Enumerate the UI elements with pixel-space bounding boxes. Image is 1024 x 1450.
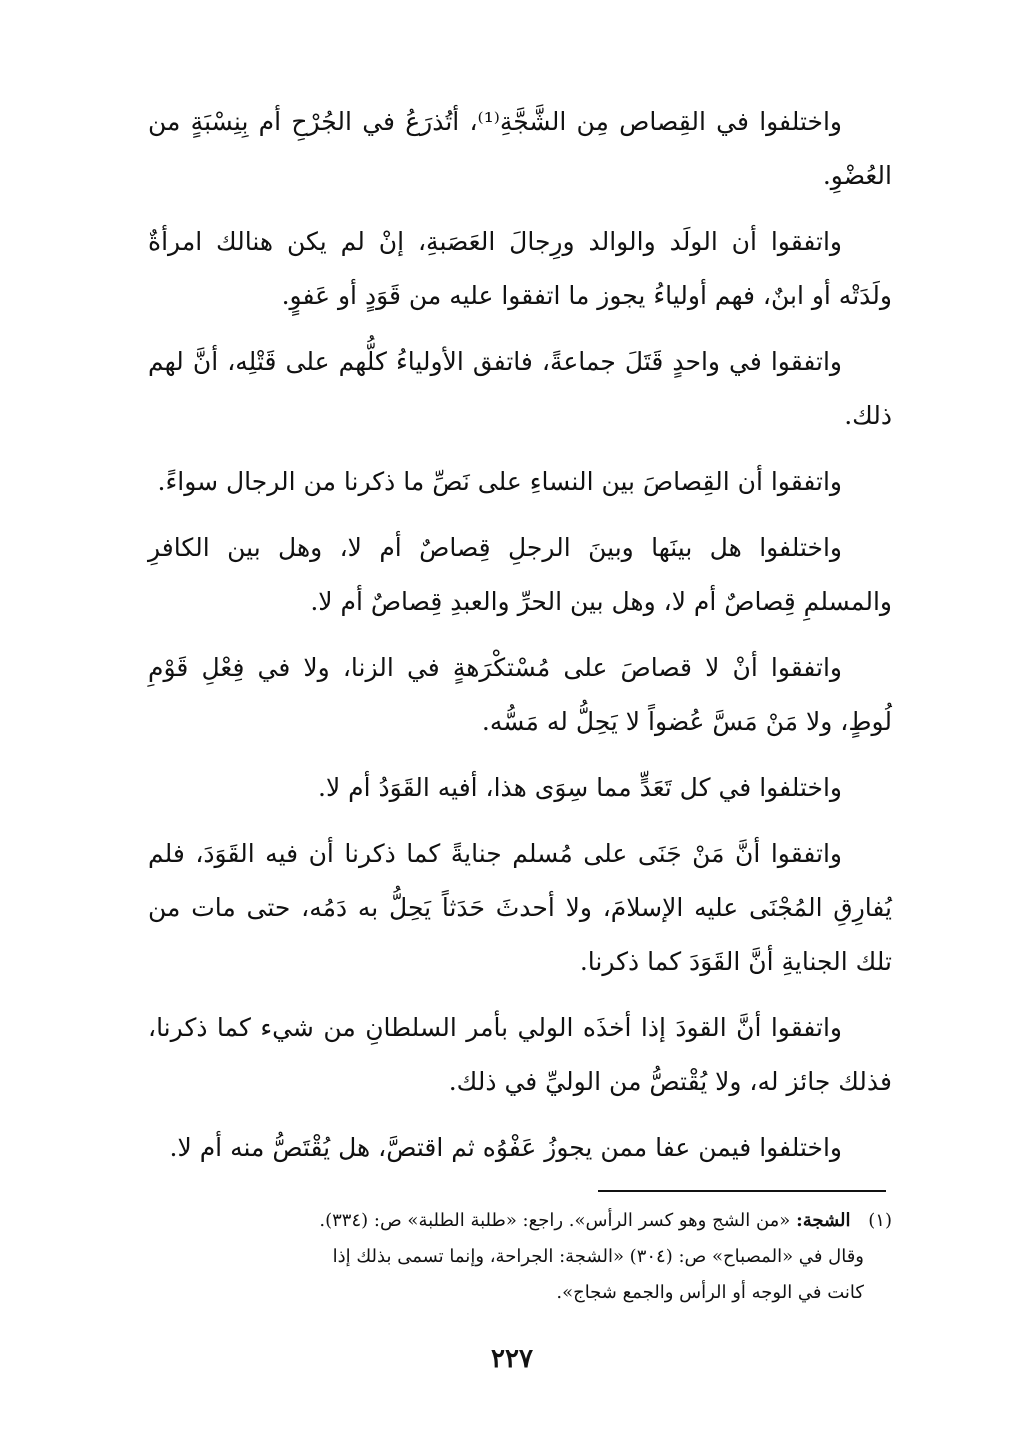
paragraph-6: واتفقوا أنْ لا قصاصَ على مُسْتكْرَهةٍ في الزنا، ولا في فِعْلِ قَوْمِ لُوطٍ، ولا مَنْ مَسَّ عُضواً لا يَحِلُّ له مَسُّه.: [148, 653, 892, 736]
paragraph-1: واختلفوا في القِصاص مِن الشَّجَّةِ⁽¹⁾، أتُذرَعُ في الجُرْحِ أم بِنِسْبَةٍ من العُضْوِ.: [148, 107, 892, 190]
footnote-divider: [598, 1190, 886, 1192]
paragraph-3: واتفقوا في واحدٍ قَتَلَ جماعةً، فاتفق الأولياءُ كلُّهم على قَتْلِه، أنَّ لهم ذلك.: [148, 347, 892, 430]
paragraph-9: واتفقوا أنَّ القودَ إذا أخذَه الولي بأمر السلطانِ من شيء كما ذكرنا، فذلك جائز له، ولا يُقْتصُّ من الوليِّ في ذلك.: [148, 1013, 892, 1096]
paragraph-10: واختلفوا فيمن عفا ممن يجوزُ عَفْوُه ثم اقتصَّ، هل يُقْتَصُّ منه أم لا.: [169, 1133, 842, 1162]
footnote-text-line-3: كانت في الوجه أو الرأس والجمع شجاج».: [556, 1282, 864, 1303]
paragraph-5: واختلفوا هل بينَها وبينَ الرجلِ قِصاصٌ أم لا، وهل بين الكافرِ والمسلمِ قِصاصٌ أم لا، وهل بين الحرِّ والعبدِ قِصاصٌ أم لا.: [148, 533, 892, 616]
footnote-term: الشجة:: [796, 1210, 851, 1231]
footnote-1: [148, 1203, 892, 1239]
paragraph-7: واختلفوا في كل تَعَدٍّ مما سِوَى هذا، أفيه القَوَدُ أم لا.: [318, 773, 842, 802]
footnotes: [148, 1203, 892, 1311]
footnote-text-line-1: «من الشج وهو كسر الرأس». راجع: «طلبة الطلبة» ص: (٣٣٤).: [319, 1210, 791, 1231]
paragraph-8: واتفقوا أنَّ مَنْ جَنَى على مُسلم جنايةً كما ذكرنا أن فيه القَوَدَ، فلم يُفارِقِ المُجْنَى عليه الإسلامَ، ولا أحدثَ حَدَثاً يَحِلُّ به دَمُه، حتى مات من تلك الجنايةِ أنَّ القَوَدَ كما ذكرنا.: [148, 839, 892, 976]
footnote-number: (١): [868, 1210, 892, 1231]
footnote-text-line-2: وقال في «المصباح» ص: (٣٠٤) «الشجة: الجراحة، وإنما تسمى بذلك إذا: [332, 1246, 864, 1267]
paragraph-2: واتفقوا أن الولَد والوالد ورِجالَ العَصَبةِ، إنْ لم يكن هنالك امرأةٌ ولَدَتْه أو ابنٌ، فهم أولياءُ يجوز ما اتفقوا عليه من قَوَدٍ أو عَفوٍ.: [148, 227, 892, 310]
page-number: ٢٢٧: [491, 1344, 533, 1374]
main-text: [148, 95, 892, 1187]
paragraph-4: واتفقوا أن القِصاصَ بين النساءِ على نَصِّ ما ذكرنا من الرجال سواءً.: [157, 467, 842, 496]
